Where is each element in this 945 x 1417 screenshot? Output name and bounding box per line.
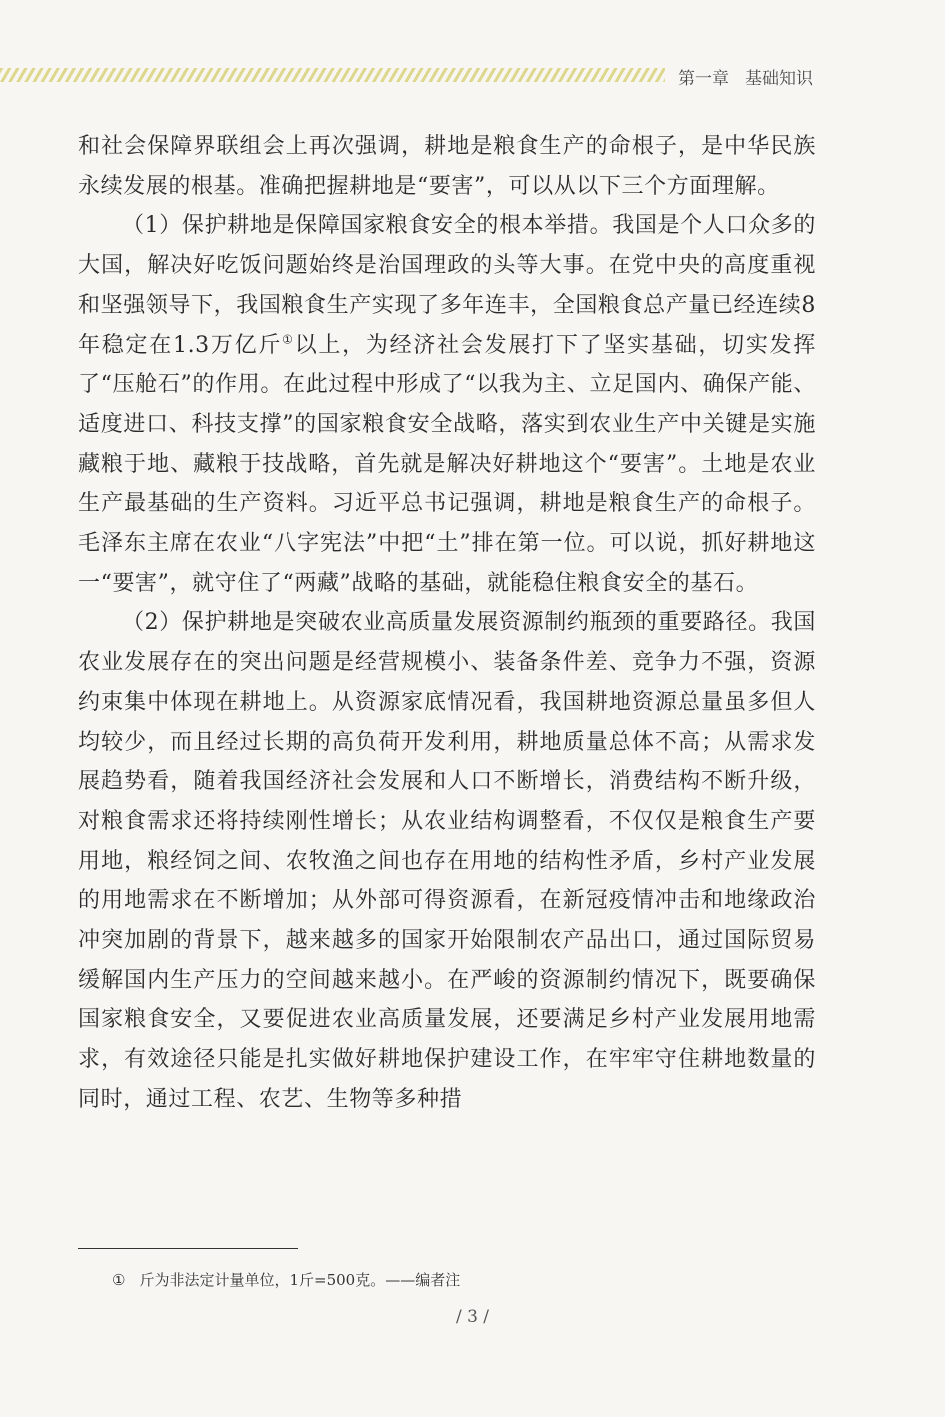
section-label: 基础知识 (745, 69, 813, 89)
footnote-reference[interactable]: ① (282, 332, 295, 347)
chapter-label: 第一章 (678, 69, 729, 89)
paragraph-1-part-b: 以上，为经济社会发展打下了坚实基础，切实发挥了“压舱石”的作用。在此过程中形成了“以我为主、立足国内、确保产能、适度进口、科技支撑”的国家粮食安全战略，落实到农业生产中关键是实施藏粮于地、藏粮于技战略，首先就是解决好耕地这个“要害”。土地是农业生产最基础的生产资料。习近平总书记强调，耕地是粮食生产的命根子。毛泽东主席在农业“八字宪法”中把“土”排在第一位。可以说，抓好耕地这一“要害”，就守住了“两藏”战略的基础，就能稳住粮食安全的基石。 (78, 332, 816, 596)
paragraph-1 (78, 206, 816, 603)
paragraph-continued: 和社会保障界联组会上再次强调，耕地是粮食生产的命根子，是中华民族永续发展的根基。准确把握耕地是“要害”，可以从以下三个方面理解。 (78, 134, 816, 199)
body-text (78, 127, 816, 1120)
header-decoration (0, 68, 665, 82)
footnote-marker: ① (112, 1271, 126, 1289)
page-number: / 3 / (455, 1307, 490, 1327)
paragraph-2: （2）保护耕地是突破农业高质量发展资源制约瓶颈的重要路径。我国农业发展存在的突出问题是经营规模小、装备条件差、竞争力不强，资源约束集中体现在耕地上。从资源家底情况看，我国耕地资源总量虽多但人均较少，而且经过长期的高负荷开发利用，耕地质量总体不高；从需求发展趋势看，随着我国经济社会发展和人口不断增长，消费结构不断升级，对粮食需求还将持续刚性增长；从农业结构调整看，不仅仅是粮食生产要用地，粮经饲之间、农牧渔之间也存在用地的结构性矛盾，乡村产业发展的用地需求在不断增加；从外部可得资源看，在新冠疫情冲击和地缘政治冲突加剧的背景下，越来越多的国家开始限制农产品出口，通过国际贸易缓解国内生产压力的空间越来越小。在严峻的资源制约情况下，既要确保国家粮食安全，又要促进农业高质量发展，还要满足乡村产业发展用地需求，有效途径只能是扎实做好耕地保护建设工作，在牢牢守住耕地数量的同时，通过工程、农艺、生物等多种措 (78, 610, 816, 1112)
footnote-text: 斤为非法定计量单位，1斤=500克。——编者注 (139, 1271, 461, 1289)
paragraph-1-part-a: （1）保护耕地是保障国家粮食安全的根本举措。我国是个人口众多的大国，解决好吃饭问题始终是治国理政的头等大事。在党中央的高度重视和坚强领导下，我国粮食生产实现了多年连丰，全国粮食总产量已经连续8年稳定在1.3万亿斤 (78, 213, 816, 358)
footnote-divider (78, 1248, 298, 1249)
footnote (112, 1269, 712, 1290)
running-header (678, 64, 878, 89)
